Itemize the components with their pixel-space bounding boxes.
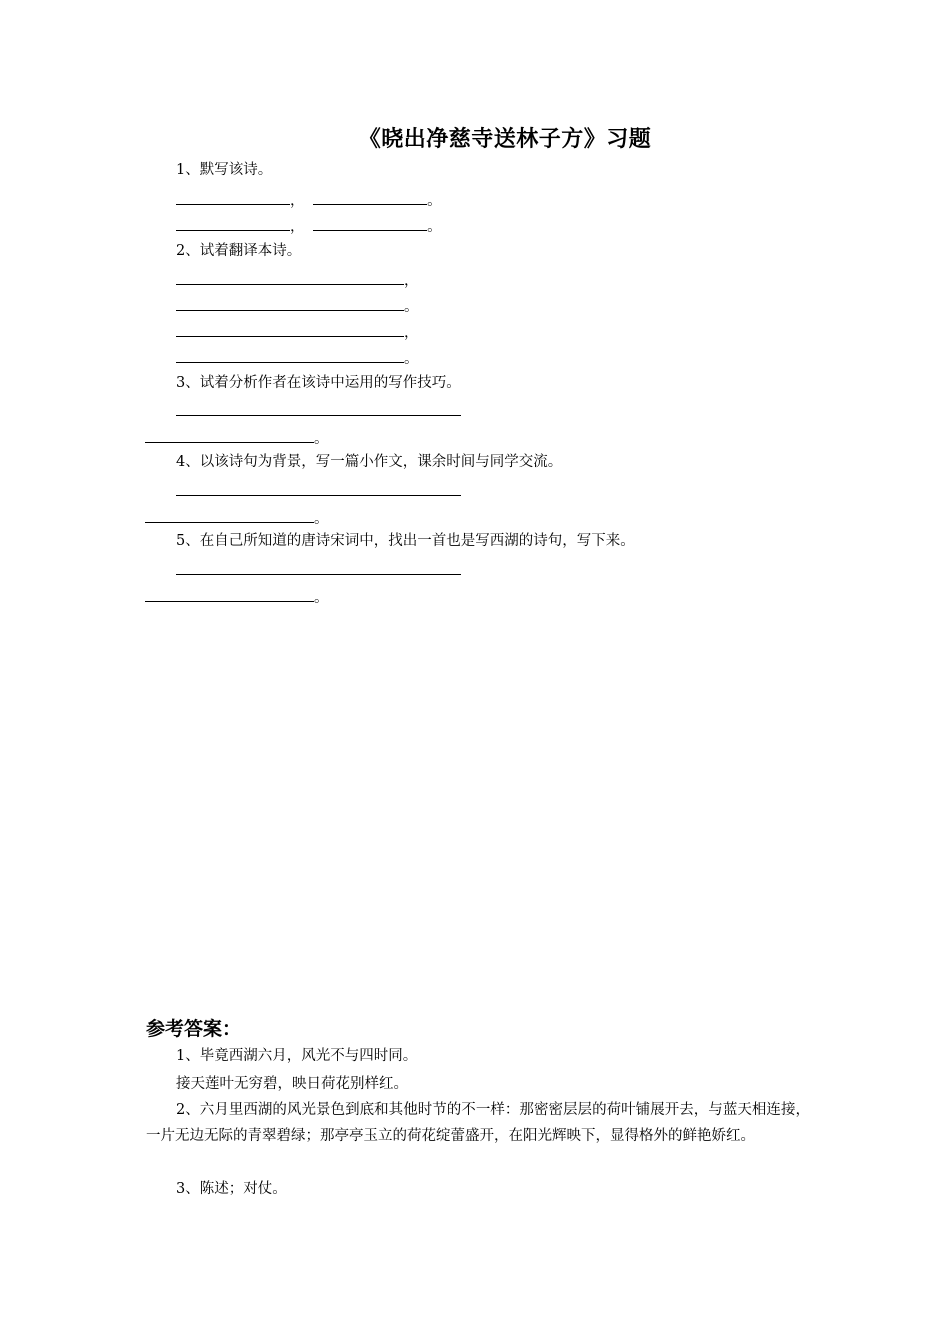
answer-blank[interactable] <box>313 190 427 205</box>
answer-blank[interactable] <box>176 322 404 337</box>
question-4-answer-row-2 <box>145 508 329 529</box>
question-1-answer-row-2 <box>176 216 442 237</box>
question-2-prompt: 2、试着翻译本诗。 <box>176 243 302 259</box>
separator-period: 。 <box>314 431 329 447</box>
separator-comma: ， <box>290 219 305 235</box>
question-2-answer-row-3 <box>176 322 419 343</box>
question-3-answer-row-2 <box>145 428 329 449</box>
question-5-answer-row-2 <box>145 587 329 608</box>
answer-blank[interactable] <box>176 560 461 575</box>
answer-blank[interactable] <box>145 587 314 602</box>
separator-period: 。 <box>314 590 329 606</box>
question-1-prompt: 1、默写该诗。 <box>176 162 273 178</box>
question-5-prompt: 5、在自己所知道的唐诗宋词中，找出一首也是写西湖的诗句，写下来。 <box>176 533 635 549</box>
answer-blank[interactable] <box>145 428 314 443</box>
page-title: 《晓出净慈寺送林子方》习题 <box>358 127 652 152</box>
answer-blank[interactable] <box>176 481 461 496</box>
separator-period: 。 <box>427 193 442 209</box>
question-2-answer-row-4 <box>176 348 419 369</box>
answer-2-paragraph: 2、六月里西湖的风光景色到底和其他时节的不一样：那密密层层的荷叶铺展开去，与蓝天相连接，一片无边无际的青翠碧绿；那亭亭玉立的荷花绽蕾盛开，在阳光辉映下，显得格外的鲜艳娇红。 <box>146 1102 810 1144</box>
separator-comma: ， <box>290 193 305 209</box>
question-3-prompt: 3、试着分析作者在该诗中运用的写作技巧。 <box>176 375 461 391</box>
question-4-prompt: 4、以该诗句为背景，写一篇小作文，课余时间与同学交流。 <box>176 454 563 470</box>
answer-blank[interactable] <box>176 401 461 416</box>
answer-1-line-2: 接天莲叶无穷碧，映日荷花别样红。 <box>176 1076 408 1092</box>
separator-comma: ， <box>404 273 419 289</box>
answer-blank[interactable] <box>145 508 314 523</box>
answer-blank[interactable] <box>176 190 290 205</box>
question-2-answer-row-2 <box>176 296 419 317</box>
question-3-answer-row-1 <box>176 401 461 422</box>
answer-blank[interactable] <box>176 296 404 311</box>
question-5-answer-row-1 <box>176 560 461 581</box>
answers-heading: 参考答案： <box>146 1018 242 1040</box>
separator-period: 。 <box>404 351 419 367</box>
separator-period: 。 <box>427 219 442 235</box>
question-1-answer-row-1 <box>176 190 442 211</box>
separator-comma: ， <box>404 325 419 341</box>
separator-period: 。 <box>314 511 329 527</box>
answer-blank[interactable] <box>313 216 427 231</box>
answer-1-line-1: 1、毕竟西湖六月，风光不与四时同。 <box>176 1048 418 1064</box>
separator-period: 。 <box>404 299 419 315</box>
answer-blank[interactable] <box>176 270 404 285</box>
answer-3: 3、陈述；对仗。 <box>176 1181 287 1197</box>
question-4-answer-row-1 <box>176 481 461 502</box>
answer-blank[interactable] <box>176 348 404 363</box>
answer-blank[interactable] <box>176 216 290 231</box>
question-2-answer-row-1 <box>176 270 419 291</box>
